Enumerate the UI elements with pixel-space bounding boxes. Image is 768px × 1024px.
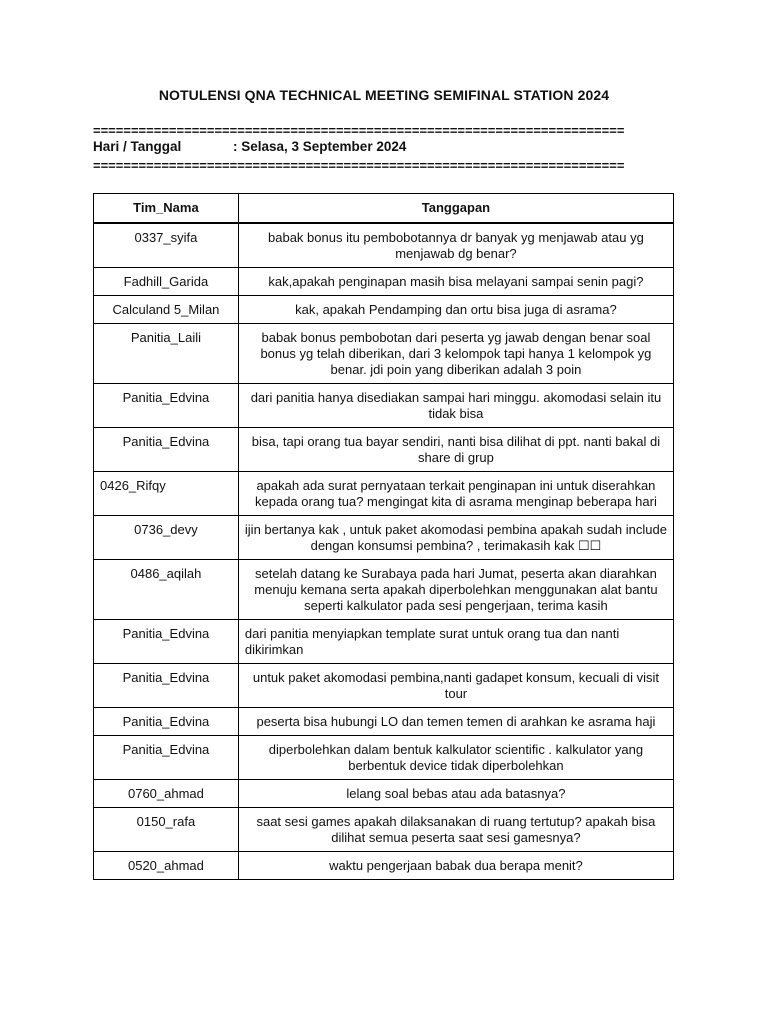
- team-name-cell: 0736_devy: [94, 516, 239, 560]
- team-name-cell: 0337_syifa: [94, 223, 239, 268]
- table-row: [94, 268, 674, 296]
- column-header-tim-nama: Tim_Nama: [94, 194, 239, 224]
- response-cell: apakah ada surat pernyataan terkait penginapan ini untuk diserahkan kepada orang tua? mengingat kita di asrama menginap beberapa hari: [238, 472, 673, 516]
- table-row: [94, 852, 674, 880]
- table-row: [94, 223, 674, 268]
- separator-line: ======================================================================: [93, 161, 625, 170]
- team-name-cell: Panitia_Laili: [94, 324, 239, 384]
- response-cell: bisa, tapi orang tua bayar sendiri, nanti bisa dilihat di ppt. nanti bakal di share di grup: [238, 428, 673, 472]
- response-cell: waktu pengerjaan babak dua berapa menit?: [238, 852, 673, 880]
- team-name-cell: Panitia_Edvina: [94, 384, 239, 428]
- table-row: [94, 736, 674, 780]
- team-name-cell: Panitia_Edvina: [94, 708, 239, 736]
- response-cell: kak, apakah Pendamping dan ortu bisa juga di asrama?: [238, 296, 673, 324]
- response-cell: saat sesi games apakah dilaksanakan di ruang tertutup? apakah bisa dilihat semua peserta saat sesi gamesnya?: [238, 808, 673, 852]
- response-cell: babak bonus pembobotan dari peserta yg jawab dengan benar soal bonus yg telah diberikan, dari 3 kelompok tapi hanya 1 kelompok yg benar. jdi poin yang diberikan adalah 3 poin: [238, 324, 673, 384]
- response-cell: dari panitia hanya disediakan sampai hari minggu. akomodasi selain itu tidak bisa: [238, 384, 673, 428]
- date-value: : Selasa, 3 September 2024: [233, 139, 407, 154]
- team-name-cell: Calculand 5_Milan: [94, 296, 239, 324]
- response-cell: peserta bisa hubungi LO dan temen temen di arahkan ke asrama haji: [238, 708, 673, 736]
- team-name-cell: 0486_aqilah: [94, 560, 239, 620]
- table-row: [94, 516, 674, 560]
- table-row: [94, 780, 674, 808]
- table-row: [94, 384, 674, 428]
- date-label: Hari / Tanggal: [93, 139, 182, 154]
- document-title: NOTULENSI QNA TECHNICAL MEETING SEMIFINAL STATION 2024: [158, 87, 610, 103]
- team-name-cell: Panitia_Edvina: [94, 736, 239, 780]
- table-header-row: [94, 194, 674, 224]
- table-row: [94, 664, 674, 708]
- response-cell: kak,apakah penginapan masih bisa melayani sampai senin pagi?: [238, 268, 673, 296]
- table-row: [94, 428, 674, 472]
- table-row: [94, 472, 674, 516]
- team-name-cell: Panitia_Edvina: [94, 664, 239, 708]
- date-line: [93, 139, 406, 154]
- response-cell: ijin bertanya kak , untuk paket akomodasi pembina apakah sudah include dengan konsumsi pembina? , terimakasih kak ☐☐: [238, 516, 673, 560]
- separator-line: ======================================================================: [93, 126, 625, 135]
- table-row: [94, 620, 674, 664]
- team-name-cell: 0426_Rifqy: [94, 472, 239, 516]
- response-cell: setelah datang ke Surabaya pada hari Jumat, peserta akan diarahkan menuju kemana serta apakah diperbolehkan menggunakan alat bantu seperti kalkulator pada sesi pengerjaan, terima kasih: [238, 560, 673, 620]
- team-name-cell: 0760_ahmad: [94, 780, 239, 808]
- response-cell: lelang soal bebas atau ada batasnya?: [238, 780, 673, 808]
- table-row: [94, 560, 674, 620]
- team-name-cell: Panitia_Edvina: [94, 620, 239, 664]
- response-cell: diperbolehkan dalam bentuk kalkulator scientific . kalkulator yang berbentuk device tidak diperbolehkan: [238, 736, 673, 780]
- table-row: [94, 708, 674, 736]
- team-name-cell: Panitia_Edvina: [94, 428, 239, 472]
- table-row: [94, 296, 674, 324]
- column-header-tanggapan: Tanggapan: [238, 194, 673, 224]
- response-cell: untuk paket akomodasi pembina,nanti gadapet konsum, kecuali di visit tour: [238, 664, 673, 708]
- team-name-cell: 0150_rafa: [94, 808, 239, 852]
- qna-table: [93, 193, 674, 880]
- team-name-cell: 0520_ahmad: [94, 852, 239, 880]
- table-row: [94, 324, 674, 384]
- team-name-cell: Fadhill_Garida: [94, 268, 239, 296]
- table-row: [94, 808, 674, 852]
- response-cell: babak bonus itu pembobotannya dr banyak yg menjawab atau yg menjawab dg benar?: [238, 223, 673, 268]
- response-cell: dari panitia menyiapkan template surat untuk orang tua dan nanti dikirimkan: [238, 620, 673, 664]
